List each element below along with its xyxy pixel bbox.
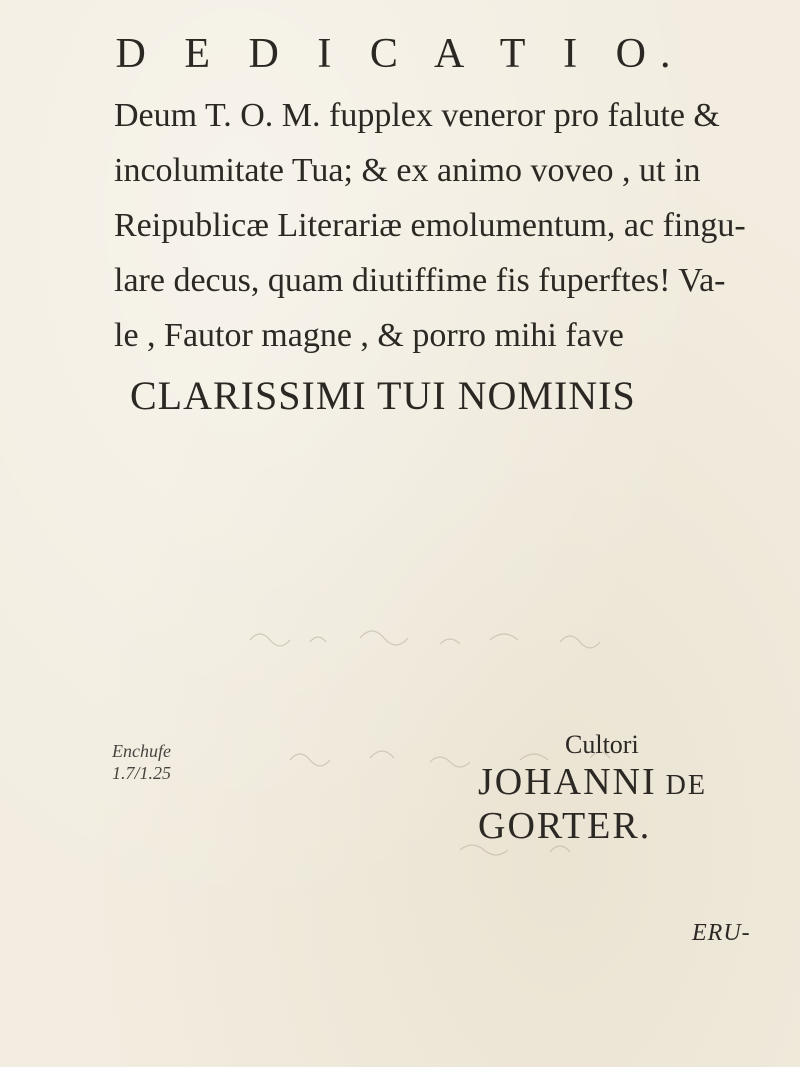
signature-author [478,760,800,848]
author-particle: DE [665,770,707,801]
section-heading: CLARISSIMI TUI NOMINIS [130,373,636,418]
catchword: ERU- [692,920,751,946]
library-stamp [112,740,171,784]
body-line-4: lare decus, quam diutiffime fis fuperftes! Va- [114,262,726,299]
body-line-5: le , Fautor magne , & porro mihi fave [114,317,624,354]
stamp-line-1: Enchufe [112,741,171,761]
body-line-3: Reipublicæ Literariæ emolumentum, ac fingu- [114,207,746,244]
author-first-name: JOHANNI [478,761,657,803]
body-line-2: incolumitate Tua; & ex animo voveo , ut in [114,152,701,189]
author-last-name: GORTER. [478,805,652,847]
body-line-1: Deum T. O. M. fupplex veneror pro falute & [114,97,720,134]
dedication-body [114,88,764,363]
signature-cultori: Cultori [565,730,639,759]
bleed-through-marks [230,600,730,900]
page-title: D E D I C A T I O. [115,31,685,77]
stamp-line-2: 1.7/1.25 [112,763,172,783]
